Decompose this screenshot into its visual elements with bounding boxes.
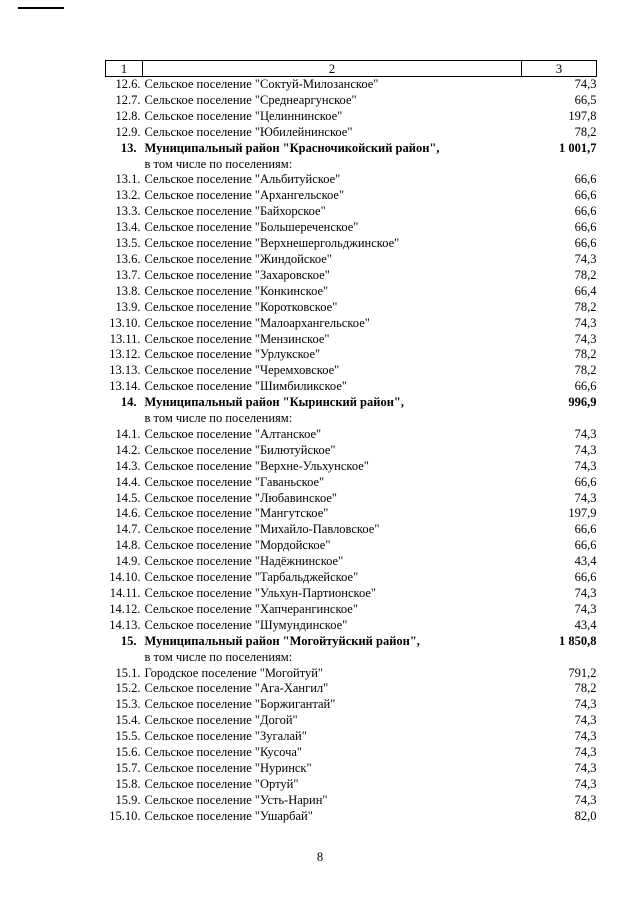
row-number: 13.5. (115, 236, 141, 251)
row-name: Сельское поселение "Ульхун-Партионское" (144, 586, 377, 600)
row-value: 78,2 (574, 124, 597, 139)
row-name: Сельское поселение "Юбилейнинское" (144, 124, 353, 139)
row-number: 15.3. (115, 697, 141, 712)
row-number: 14.9. (115, 554, 141, 569)
table-row (106, 411, 597, 427)
table-row (106, 522, 597, 538)
row-number: 13.14. (109, 379, 141, 394)
column-header-value: 3 (522, 61, 597, 77)
row-name: Сельское поселение "Среднеаргунское" (144, 92, 357, 107)
table-row (106, 586, 597, 602)
row-name: Сельское поселение "Коротковское" (144, 299, 338, 314)
row-number: 14.8. (115, 538, 141, 553)
row-value: 82,0 (574, 808, 597, 823)
row-value: 66,6 (574, 172, 597, 187)
table-row (106, 363, 597, 379)
table-row (106, 443, 597, 459)
table-row (106, 809, 597, 825)
row-name: Сельское поселение "Любавинское" (144, 490, 338, 505)
row-number: 14. (120, 395, 137, 410)
row-name: Сельское поселение "Мордойское" (144, 538, 331, 553)
row-number: 15.7. (115, 760, 141, 775)
row-name: Сельское поселение "Михайло-Павловское" (144, 522, 380, 537)
row-name: Сельское поселение "Верхнешергольджинское" (144, 236, 400, 251)
row-number: 15.5. (115, 729, 141, 744)
row-number (106, 411, 143, 427)
table-row (106, 666, 597, 682)
table-row (106, 316, 597, 332)
row-number: 12.6. (115, 77, 141, 91)
row-number: 13.4. (115, 220, 141, 235)
row-number: 13. (120, 140, 137, 155)
table-row (106, 697, 597, 713)
row-value: 66,6 (574, 204, 597, 219)
row-value: 74,3 (574, 745, 597, 760)
table-row (106, 125, 597, 141)
row-number: 13.7. (115, 267, 141, 282)
row-number: 14.5. (115, 490, 141, 505)
row-number: 14.4. (115, 474, 141, 489)
row-number: 13.13. (109, 363, 141, 378)
row-value: 74,3 (574, 490, 597, 505)
row-value: 74,3 (574, 458, 597, 473)
row-value: 66,6 (574, 522, 597, 537)
row-value: 66,6 (574, 570, 597, 585)
row-value: 74,3 (574, 251, 597, 266)
row-name: Сельское поселение "Шимбиликское" (144, 379, 347, 394)
district-row (106, 395, 597, 411)
row-name: в том числе по поселениям: (144, 411, 293, 426)
row-name: в том числе по поселениям: (144, 649, 293, 664)
row-number: 14.3. (115, 458, 141, 473)
row-number: 15.6. (115, 745, 141, 760)
row-value: 74,3 (574, 586, 597, 600)
row-name: Сельское поселение "Тарбальджейское" (144, 570, 359, 585)
row-name: Сельское поселение "Мензинское" (144, 331, 330, 346)
table-row (106, 427, 597, 443)
row-name: в том числе по поселениям: (144, 156, 293, 171)
row-name: Муниципальный район "Могойтуйский район", (144, 633, 420, 648)
row-name: Сельское поселение "Нуринск" (144, 760, 312, 775)
row-name: Сельское поселение "Билютуйское" (144, 442, 336, 457)
row-value: 43,4 (574, 617, 597, 632)
row-value: 78,2 (574, 299, 597, 314)
table-row (106, 729, 597, 745)
row-number: 13.6. (115, 251, 141, 266)
row-value: 74,3 (574, 697, 597, 712)
top-rule (18, 7, 64, 9)
row-name: Сельское поселение "Хапчерангинское" (144, 601, 358, 616)
row-number: 15. (120, 633, 137, 648)
table-row (106, 332, 597, 348)
row-value: 66,6 (574, 538, 597, 553)
table-row (106, 172, 597, 188)
column-header-name: 2 (143, 61, 522, 77)
row-number: 14.13. (109, 617, 141, 632)
row-value: 66,6 (574, 236, 597, 251)
row-name: Сельское поселение "Шумундинское" (144, 617, 348, 632)
table-row (106, 793, 597, 809)
row-number: 13.2. (115, 188, 141, 203)
row-number: 13.12. (109, 347, 141, 362)
table-row (106, 109, 597, 125)
row-value: 66,5 (574, 92, 597, 107)
table-row (106, 506, 597, 522)
table-row (106, 650, 597, 666)
table-row (106, 379, 597, 395)
row-number: 14.6. (115, 506, 141, 521)
table-row (106, 713, 597, 729)
row-value: 197,9 (568, 506, 597, 521)
row-number: 13.10. (109, 315, 141, 330)
row-name: Муниципальный район "Красночикойский район", (144, 140, 440, 155)
row-number: 14.7. (115, 522, 141, 537)
row-value: 66,6 (574, 220, 597, 235)
row-name: Сельское поселение "Боржигантай" (144, 697, 336, 712)
table-header-row (106, 61, 597, 77)
row-value (522, 157, 597, 173)
row-name: Сельское поселение "Черемховское" (144, 363, 340, 378)
row-value: 74,3 (574, 713, 597, 728)
table-row (106, 602, 597, 618)
row-name: Сельское поселение "Кусоча" (144, 745, 303, 760)
row-name: Муниципальный район "Кыринский район", (144, 395, 404, 410)
row-value: 78,2 (574, 681, 597, 696)
row-value: 791,2 (568, 665, 597, 680)
row-number: 13.9. (115, 299, 141, 314)
budget-table (105, 60, 597, 825)
row-name: Сельское поселение "Мангутское" (144, 506, 329, 521)
row-value: 74,3 (574, 442, 597, 457)
row-name: Сельское поселение "Ушарбай" (144, 808, 313, 823)
row-name: Сельское поселение "Большереченское" (144, 220, 359, 235)
row-number: 15.1. (115, 665, 141, 680)
table-row (106, 204, 597, 220)
row-name: Сельское поселение "Зугалай" (144, 729, 307, 744)
row-name: Сельское поселение "Жиндойское" (144, 251, 332, 266)
row-number: 13.11. (109, 331, 141, 346)
row-value: 78,2 (574, 267, 597, 282)
table-row (106, 618, 597, 634)
row-name: Сельское поселение "Ортуй" (144, 776, 299, 791)
row-value: 74,3 (574, 792, 597, 807)
row-number: 14.2. (115, 442, 141, 457)
table-row (106, 570, 597, 586)
row-number: 13.3. (115, 204, 141, 219)
table-row (106, 761, 597, 777)
row-value: 66,6 (574, 188, 597, 203)
row-value: 78,2 (574, 347, 597, 362)
row-name: Городское поселение "Могойтуй" (144, 665, 324, 680)
row-value: 74,3 (574, 760, 597, 775)
row-name: Сельское поселение "Урлукское" (144, 347, 321, 362)
row-name: Сельское поселение "Байхорское" (144, 204, 326, 219)
row-number: 15.9. (115, 792, 141, 807)
row-value: 197,8 (568, 108, 597, 123)
table-row (106, 475, 597, 491)
row-number: 12.9. (115, 124, 141, 139)
row-value: 78,2 (574, 363, 597, 378)
table-row (106, 745, 597, 761)
row-number (106, 157, 143, 173)
row-number: 13.1. (115, 172, 141, 187)
row-name: Сельское поселение "Альбитуйское" (144, 172, 341, 187)
row-number: 15.10. (109, 808, 141, 823)
row-number: 12.8. (115, 108, 141, 123)
row-value: 74,3 (574, 315, 597, 330)
table-row (106, 188, 597, 204)
row-value: 74,3 (574, 426, 597, 441)
table-row (106, 268, 597, 284)
row-value: 1 001,7 (559, 140, 597, 155)
row-name: Сельское поселение "Конкинское" (144, 283, 329, 298)
row-value: 74,3 (574, 729, 597, 744)
row-name: Сельское поселение "Верхне-Ульхунское" (144, 458, 369, 473)
row-name: Сельское поселение "Малоархангельское" (144, 315, 370, 330)
district-row (106, 634, 597, 650)
table-row (106, 93, 597, 109)
row-name: Сельское поселение "Надёжнинское" (144, 554, 344, 569)
table-row (106, 554, 597, 570)
row-value: 74,3 (574, 776, 597, 791)
row-number: 13.8. (115, 283, 141, 298)
table-row (106, 491, 597, 507)
row-value: 74,3 (574, 77, 597, 91)
table-row (106, 284, 597, 300)
row-value: 66,6 (574, 474, 597, 489)
row-value (522, 650, 597, 666)
row-value: 74,3 (574, 331, 597, 346)
table-row (106, 236, 597, 252)
row-name: Сельское поселение "Догой" (144, 713, 298, 728)
row-name: Сельское поселение "Соктуй-Милозанское" (144, 77, 379, 91)
row-name: Сельское поселение "Алтанское" (144, 426, 322, 441)
row-number: 14.11. (109, 586, 141, 600)
table-row (106, 220, 597, 236)
row-name: Сельское поселение "Архангельское" (144, 188, 345, 203)
table-body (106, 77, 597, 825)
row-value: 66,6 (574, 379, 597, 394)
row-value: 996,9 (568, 395, 597, 410)
row-number: 14.12. (109, 601, 141, 616)
row-value: 66,4 (574, 283, 597, 298)
district-row (106, 141, 597, 157)
row-number: 14.10. (109, 570, 141, 585)
row-value: 74,3 (574, 601, 597, 616)
table-row (106, 347, 597, 363)
row-name: Сельское поселение "Гаваньское" (144, 474, 325, 489)
table-row (106, 681, 597, 697)
row-number: 14.1. (115, 426, 141, 441)
table-row (106, 252, 597, 268)
column-header-number: 1 (106, 61, 143, 77)
row-name: Сельское поселение "Ага-Хангил" (144, 681, 329, 696)
table-row (106, 777, 597, 793)
row-value: 43,4 (574, 554, 597, 569)
row-value (522, 411, 597, 427)
row-number (106, 650, 143, 666)
table-header (106, 61, 597, 77)
table-row (106, 77, 597, 93)
table-row (106, 538, 597, 554)
row-name: Сельское поселение "Захаровское" (144, 267, 330, 282)
row-name: Сельское поселение "Усть-Нарин" (144, 792, 328, 807)
table-row (106, 157, 597, 173)
row-value: 1 850,8 (559, 633, 597, 648)
row-number: 15.8. (115, 776, 141, 791)
table-row (106, 300, 597, 316)
row-number: 15.2. (115, 681, 141, 696)
row-name: Сельское поселение "Целиннинское" (144, 108, 343, 123)
row-number: 12.7. (115, 92, 141, 107)
row-number: 15.4. (115, 713, 141, 728)
table-row (106, 459, 597, 475)
page-number: 8 (316, 850, 324, 864)
